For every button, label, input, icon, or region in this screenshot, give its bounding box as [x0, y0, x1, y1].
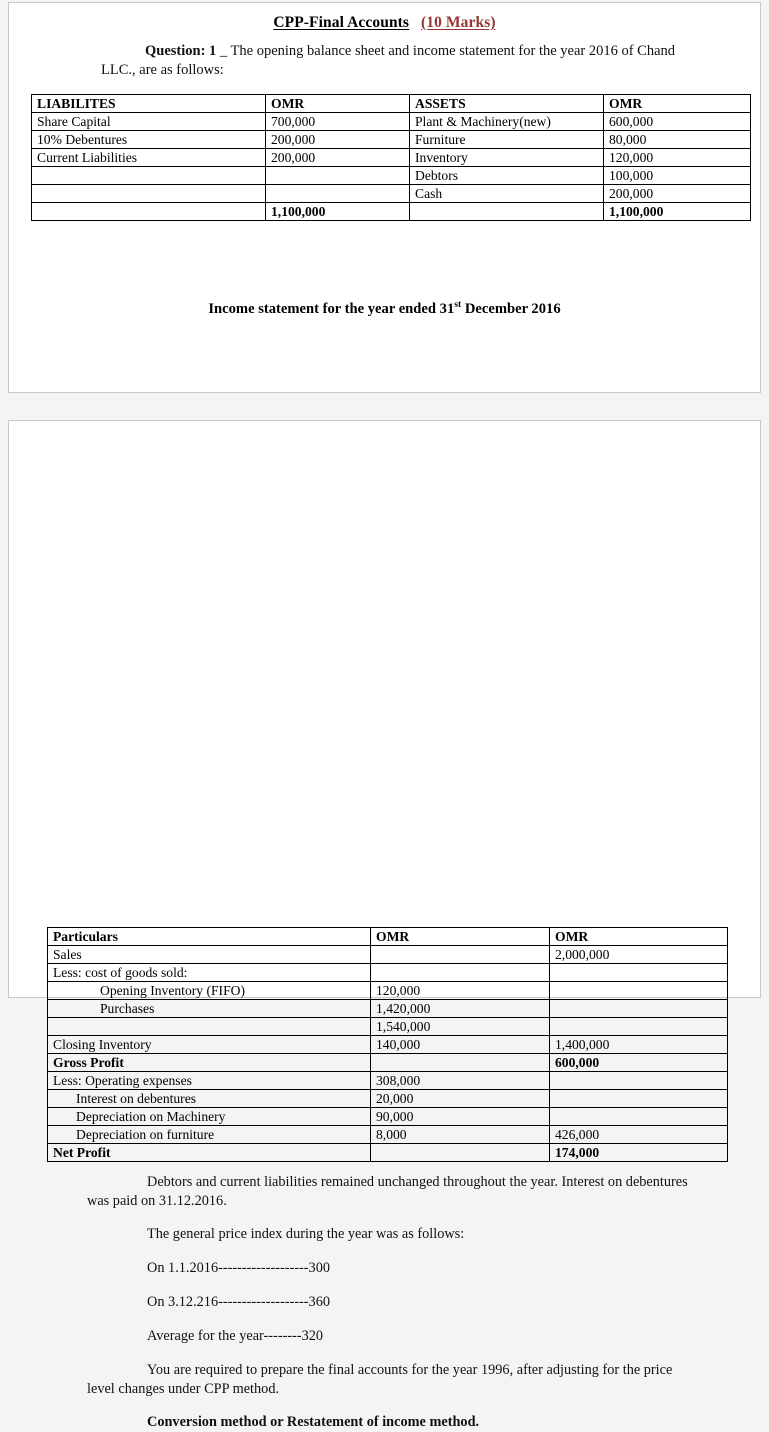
balance-sheet-cell: 200,000: [604, 185, 751, 203]
income-statement-amount-1: 1,420,000: [371, 1000, 550, 1018]
income-statement-row: [48, 1072, 728, 1090]
income-statement-amount-2: [550, 1018, 728, 1036]
income-statement-header-row: [48, 928, 728, 946]
income-statement-amount-1: 308,000: [371, 1072, 550, 1090]
balance-sheet-cell: [410, 203, 604, 221]
income-statement-amount-2: [550, 1090, 728, 1108]
balance-sheet-row: [32, 113, 751, 131]
balance-sheet-body: [32, 95, 751, 221]
income-statement-row: [48, 1054, 728, 1072]
balance-sheet-cell: Share Capital: [32, 113, 266, 131]
income-statement-table: [47, 927, 728, 1162]
balance-sheet-cell: [32, 167, 266, 185]
balance-sheet-cell: 600,000: [604, 113, 751, 131]
balance-sheet-cell: 10% Debentures: [32, 131, 266, 149]
price-index-average: Average for the year--------320: [147, 1328, 324, 1344]
income-statement-label: [48, 1018, 371, 1036]
header-liabilities-amount: OMR: [266, 95, 410, 113]
balance-sheet-cell: Debtors: [410, 167, 604, 185]
balance-sheet-row: [32, 149, 751, 167]
price-index-opening: On 1.1.2016-------------------300: [147, 1260, 330, 1276]
income-statement-heading: [9, 299, 760, 318]
income-statement-label: Purchases: [48, 1000, 371, 1018]
income-statement-label: Less: Operating expenses: [48, 1072, 371, 1090]
income-statement-row: [48, 1090, 728, 1108]
header-omr-2: OMR: [550, 928, 728, 946]
income-statement-amount-2: [550, 982, 728, 1000]
income-statement-label: Opening Inventory (FIFO): [48, 982, 371, 1000]
income-statement-label: Net Profit: [48, 1144, 371, 1162]
income-statement-row: [48, 1018, 728, 1036]
balance-sheet-cell: Furniture: [410, 131, 604, 149]
income-statement-row: [48, 1144, 728, 1162]
income-statement-amount-2: 426,000: [550, 1126, 728, 1144]
income-statement-amount-1: [371, 1144, 550, 1162]
income-statement-label: Sales: [48, 946, 371, 964]
income-statement-row: [48, 964, 728, 982]
balance-sheet-cell: Plant & Machinery(new): [410, 113, 604, 131]
document-page-1: [8, 2, 761, 393]
income-statement-row: [48, 1036, 728, 1054]
note-price-index: The general price index during the year was as follows:: [147, 1226, 465, 1242]
income-statement-amount-2: [550, 1072, 728, 1090]
balance-sheet-cell: Cash: [410, 185, 604, 203]
income-statement-label: Less: cost of goods sold:: [48, 964, 371, 982]
note-debtors: Debtors and current liabilities remained unchanged throughout the year. Interest on debentures was paid on 31.12.2016.: [87, 1174, 688, 1209]
income-statement-label: Gross Profit: [48, 1054, 371, 1072]
income-statement-body: [48, 928, 728, 1162]
question-label: Question: 1: [145, 42, 217, 59]
income-statement-label: Depreciation on furniture: [48, 1126, 371, 1144]
income-statement-amount-2: [550, 964, 728, 982]
income-statement-amount-2: [550, 1000, 728, 1018]
method-text: Conversion method or Restatement of income method.: [147, 1414, 480, 1430]
page-title: [9, 3, 760, 33]
balance-sheet-cell: [266, 185, 410, 203]
balance-sheet-cell: 700,000: [266, 113, 410, 131]
income-statement-amount-1: [371, 964, 550, 982]
income-statement-amount-2: 600,000: [550, 1054, 728, 1072]
notes-section: [9, 1173, 762, 1432]
header-assets: ASSETS: [410, 95, 604, 113]
income-statement-heading-prefix: Income statement for the year ended 31: [208, 300, 455, 317]
header-liabilities: LIABILITES: [32, 95, 266, 113]
balance-sheet-cell: 1,100,000: [266, 203, 410, 221]
income-statement-label: Depreciation on Machinery: [48, 1108, 371, 1126]
page-title-marks: (10 Marks): [421, 14, 496, 31]
price-index-closing: On 3.12.216-------------------360: [147, 1294, 330, 1310]
header-assets-amount: OMR: [604, 95, 751, 113]
income-statement-amount-2: 1,400,000: [550, 1036, 728, 1054]
income-statement-row: [48, 1126, 728, 1144]
balance-sheet-row: [32, 131, 751, 149]
income-statement-amount-1: 90,000: [371, 1108, 550, 1126]
question-paragraph: [9, 42, 760, 80]
balance-sheet-row: [32, 185, 751, 203]
income-statement-amount-2: [550, 1108, 728, 1126]
page-title-main: CPP-Final Accounts: [273, 14, 410, 31]
balance-sheet-cell: 80,000: [604, 131, 751, 149]
income-statement-amount-1: 140,000: [371, 1036, 550, 1054]
balance-sheet-cell: [32, 185, 266, 203]
income-statement-amount-1: 20,000: [371, 1090, 550, 1108]
income-statement-amount-1: 120,000: [371, 982, 550, 1000]
income-statement-row: [48, 1108, 728, 1126]
balance-sheet-cell: [32, 203, 266, 221]
balance-sheet-table: [31, 94, 751, 221]
income-statement-amount-1: 1,540,000: [371, 1018, 550, 1036]
balance-sheet-cell: 120,000: [604, 149, 751, 167]
income-statement-row: [48, 946, 728, 964]
balance-sheet-cell: 100,000: [604, 167, 751, 185]
income-statement-amount-1: 8,000: [371, 1126, 550, 1144]
income-statement-heading-sup: st: [454, 299, 462, 310]
income-statement-amount-2: 2,000,000: [550, 946, 728, 964]
balance-sheet-cell: 200,000: [266, 149, 410, 167]
balance-sheet-cell: Current Liabilities: [32, 149, 266, 167]
balance-sheet-cell: [266, 167, 410, 185]
income-statement-row: [48, 1000, 728, 1018]
balance-sheet-total-row: [32, 203, 751, 221]
income-statement-amount-1: [371, 946, 550, 964]
header-particulars: Particulars: [48, 928, 371, 946]
balance-sheet-cell: 1,100,000: [604, 203, 751, 221]
balance-sheet-cell: 200,000: [266, 131, 410, 149]
balance-sheet-cell: Inventory: [410, 149, 604, 167]
requirement-text: You are required to prepare the final accounts for the year 1996, after adjusting for the price level changes under CPP method.: [87, 1362, 673, 1397]
balance-sheet-row: [32, 167, 751, 185]
income-statement-row: [48, 982, 728, 1000]
question-text: _ The opening balance sheet and income statement for the year 2016 of Chand LLC., are as follows:: [101, 42, 676, 78]
header-omr-1: OMR: [371, 928, 550, 946]
income-statement-label: Closing Inventory: [48, 1036, 371, 1054]
income-statement-amount-2: 174,000: [550, 1144, 728, 1162]
balance-sheet-header-row: [32, 95, 751, 113]
income-statement-amount-1: [371, 1054, 550, 1072]
income-statement-label: Interest on debentures: [48, 1090, 371, 1108]
income-statement-heading-suffix: December 2016: [461, 300, 561, 317]
document-page-2: [8, 420, 761, 1430]
